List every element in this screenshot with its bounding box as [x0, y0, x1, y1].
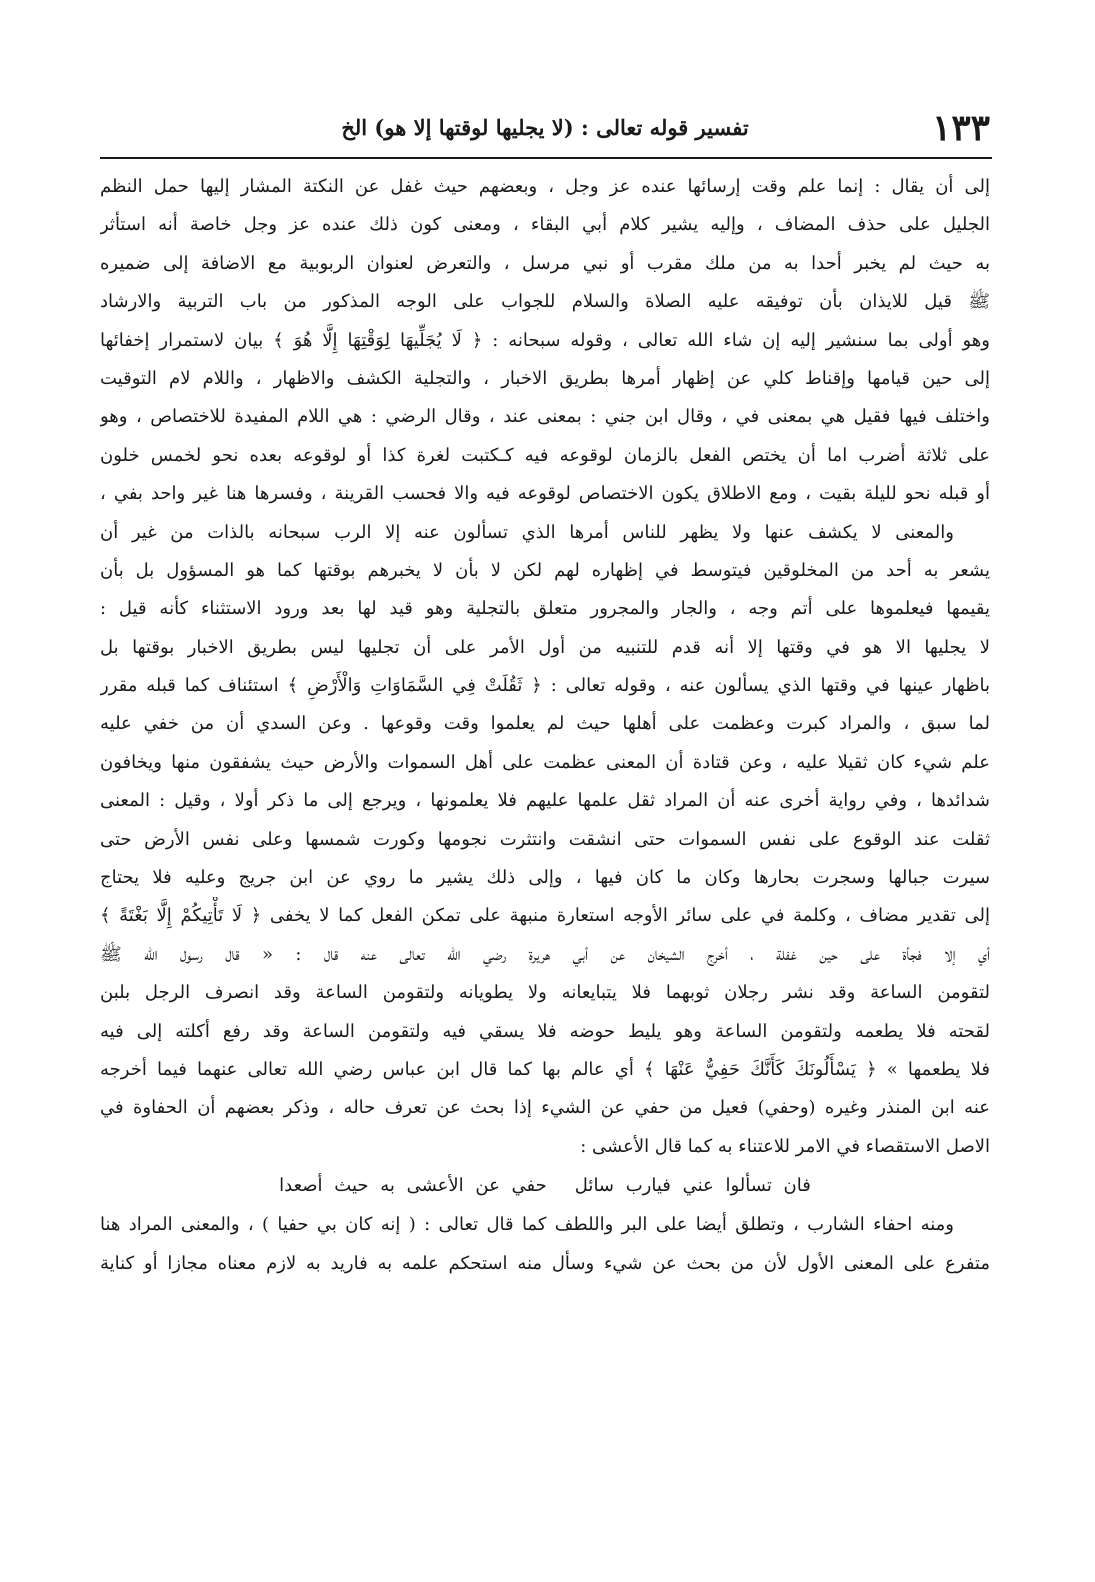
text-line: سيرت جبالها وسجرت بحارها وكان ما كان فيها ، وإلى ذلك يشير ما روي عن ابن جريج وعليه فلا يحتاج	[100, 867, 990, 889]
main-text	[100, 168, 990, 1283]
page-header	[100, 106, 990, 150]
text-line: لما سبق ، والمراد كبرت وعظمت على أهلها حيث لم يعلموا وقت وقوعها . وعن السدي أن من خفي عليه	[100, 713, 990, 735]
text-line: عنه ابن المنذر وغيره (وحفي) فعيل من حفي عن الشيء إذا بحث عن تعرف حاله ، وذكر بعضهم أن الحفاوة في	[100, 1097, 990, 1119]
text-line: متفرع على المعنى الأول لأن من بحث عن شيء وسأل منه استحكم علمه به فاريد به لازم معناه مجازا أو كناية	[100, 1252, 990, 1274]
text-line: ﷺ قيل للايذان بأن توفيقه عليه الصلاة والسلام للجواب على الوجه المذكور من باب التربية والارشاد	[100, 291, 990, 313]
text-line: ومنه احفاء الشارب ، وتطلق أيضا على البر واللطف كما قال تعالى : ( إنه كان بي حفيا ) ، والمعنى المراد هنا	[100, 1214, 954, 1236]
verse-hemistich-second: حفي عن الأعشى به حيث أصعدا	[279, 1175, 547, 1197]
text-line: إلى أن يقال : إنما علم وقت إرسائها عنده عز وجل ، وبعضهم حيث غفل عن النكتة المشار إليها حمل النظم	[100, 176, 990, 197]
text-line: أي إلا فجأة على حين غفلة ، أخرج الشيخان عن أبي هريرة رضي الله تعالى عنه قال : « قال رسول الله ﷺ	[100, 943, 990, 965]
page-number: ١٣٣	[931, 107, 990, 149]
text-line: وهو أولى بما سنشير إليه إن شاء الله تعالى ، وقوله سبحانه : ﴿ لَا يُجَلِّيهَا لِوَقْتِهَا إِلَّا هُوَ ﴾ بيان لاستمرار إخفائها	[100, 329, 990, 351]
text-line: به حيث لم يخبر أحدا به من ملك مقرب أو نبي مرسل ، والتعرض لعنوان الربوبية مع الاضافة إلى ضميره	[100, 252, 990, 274]
verse-hemistich-first: فان تسألوا عني فيارب سائل	[574, 1175, 811, 1197]
text-line: أو قبله نحو لليلة بقيت ، ومع الاطلاق يكون الاختصاص لوقوعه فيه والا فحسب القرينة ، وفسرها هنا غير واحد بفي ،	[100, 483, 990, 505]
text-line: الاصل الاستقصاء في الامر للاعتناء به كما قال الأعشى :	[580, 1135, 990, 1157]
text-line: علم شيء كان ثقيلا عليه ، وعن قتادة أن المعنى عظمت على أهل السموات والأرض حيث يشفقون منها ويخافون	[100, 751, 990, 773]
text-line: لقحته فلا يطعمه ولتقومن الساعة وهو يليط حوضه فلا يسقي فيه ولتقومن الساعة وقد رفع أكلته إلى فيه	[100, 1020, 990, 1042]
text-line: ثقلت عند الوقوع على نفس السموات حتى انشقت وانتثرت نجومها وكورت شمسها وعلى نفس الأرض حتى	[100, 828, 990, 850]
text-line: على ثلاثة أضرب اما أن يختص الفعل بالزمان لوقوعه فيه كـكتبت لغرة كذا أو لوقوعه بعده نحو لخمس خلون	[100, 444, 990, 466]
text-line: واختلف فيها فقيل هي بمعنى في ، وقال ابن جني : بمعنى عند ، وقال الرضي : هي اللام المفيدة للاختصاص ، وهو	[100, 406, 990, 428]
text-line: لا يجليها الا هو في وقتها إلا أنه قدم للتنبيه من أول الأمر على أن تجليها ليس بطريق الاخبار بوقتها بل	[100, 636, 990, 658]
text-line: الجليل على حذف المضاف ، وإليه يشير كلام أبي البقاء ، ومعنى كون ذلك عنده عز وجل خاصة أنه استأثر	[100, 214, 990, 236]
text-line: فلا يطعمها » ﴿ يَسْأَلُونَكَ كَأَنَّكَ حَفِيٌّ عَنْهَا ﴾ أي عالم بها كما قال ابن عباس رضي الله تعالى عنهما فيما أخرجه	[100, 1058, 990, 1080]
poetry-verse	[100, 1166, 990, 1206]
text-line: لتقومن الساعة وقد نشر رجلان ثوبهما فلا يتبايعانه ولا يطويانه ولتقومن الساعة وقد انصرف الرجل بلبن	[100, 982, 990, 1004]
header-divider	[100, 157, 992, 159]
text-line: إلى تقدير مضاف ، وكلمة في على سائر الأوجه استعارة منبهة على تمكن الفعل كما لا يخفى ﴿ لَا تَأْتِيكُمْ إِلَّا بَغْتَةً ﴾	[100, 905, 990, 927]
text-line: يقيمها فيعلموها على أتم وجه ، والجار والمجرور متعلق بالتجلية وهو قيد لها بعد ورود الاستثناء كأنه قيل :	[100, 598, 990, 620]
text-line: باظهار عينها في وقتها الذي يسألون عنه ، وقوله تعالى : ﴿ ثَقُلَتْ فِي السَّمَاوَاتِ وَالْأَرْضِ ﴾ استئناف كما قبله مقرر	[100, 675, 990, 697]
text-line: يشعر به أحد من المخلوقين فيتوسط في إظهاره لهم لكن لا بأن لا يخبرهم بوقتها كما هو المسؤول بل بأن	[100, 559, 990, 581]
text-line: والمعنى لا يكشف عنها ولا يظهر للناس أمرها الذي تسألون عنه إلا الرب سبحانه بالذات من غير أن	[100, 521, 954, 543]
running-title: تفسير قوله تعالى : (لا يجليها لوقتها إلا هو) الخ	[341, 115, 749, 140]
text-line: شدائدها ، وفي رواية أخرى عنه أن المراد ثقل علمها عليهم فلا يعلمونها ، ويرجع إلى ما ذكر أولا ، وقيل : المعنى	[100, 790, 990, 812]
text-line: إلى حين قيامها وإقناط كلي عن إظهار أمرها بطريق الاخبار ، والتجلية الكشف والاظهار ، واللام لام التوقيت	[100, 367, 990, 389]
